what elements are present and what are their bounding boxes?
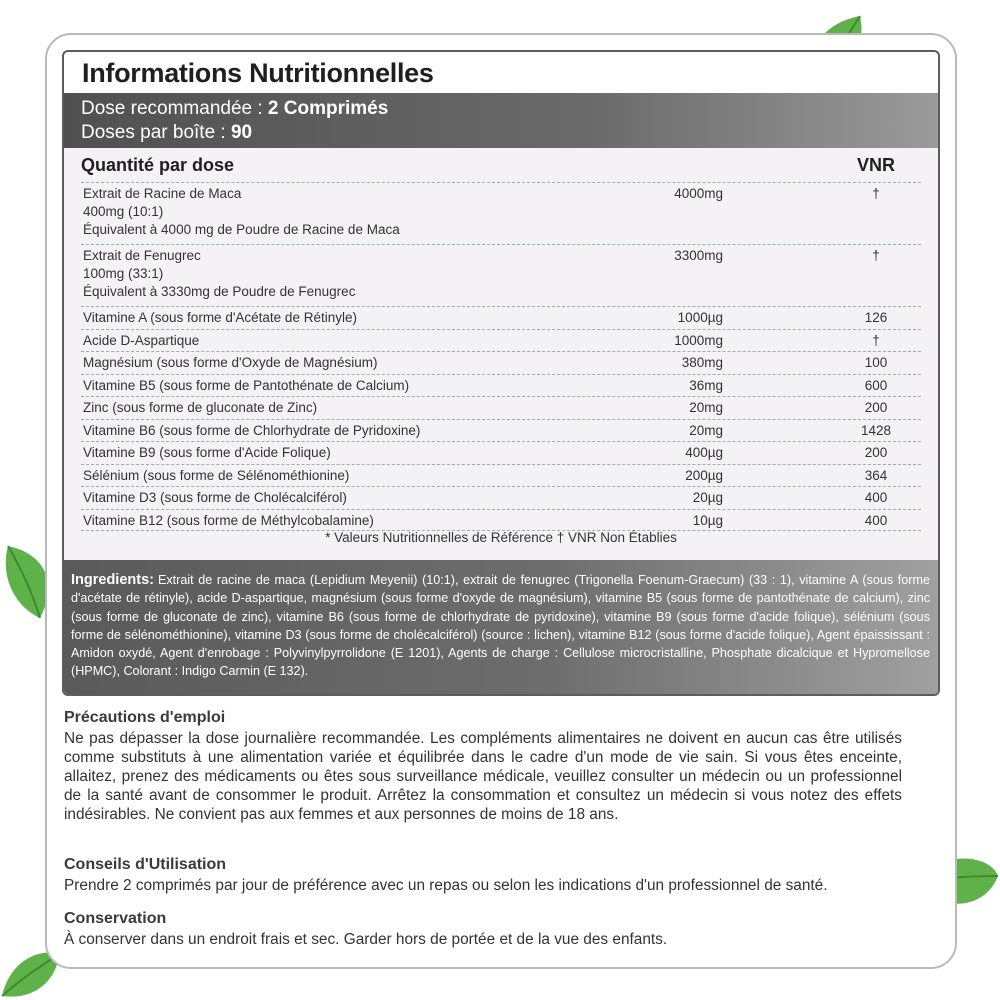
usage-title: Conseils d'Utilisation (64, 856, 227, 873)
row-vnr: 100 (864, 355, 888, 370)
doses-label: Doses par boîte : (81, 122, 231, 143)
doses-per-box (81, 121, 938, 145)
table-row (81, 464, 921, 487)
row-name: Sélénium (sous forme de Sélénométhionine) (83, 467, 350, 483)
nutrition-panel (62, 50, 940, 696)
row-vnr: † (872, 186, 880, 201)
conservation-text: À conserver dans un endroit frais et sec. Garder hors de portée et de la vue des enfants. (64, 931, 668, 948)
row-name: Acide D-Aspartique (83, 332, 200, 348)
row-vnr: 364 (864, 467, 888, 483)
conservation-title: Conservation (64, 910, 167, 927)
row-name: Vitamine D3 (sous forme de Cholécalciférol) (83, 490, 347, 505)
row-quantity: 1000mg (674, 332, 723, 348)
precautions-title: Précautions d'emploi (64, 709, 226, 726)
row-quantity: 20µg (692, 490, 723, 505)
dose-recommended (81, 97, 938, 121)
row-vnr: 200 (864, 400, 888, 415)
row-quantity: 3300mg (674, 248, 723, 263)
row-name: Magnésium (sous forme d'Oxyde de Magnésium) (83, 355, 378, 370)
nutrition-table (64, 148, 938, 560)
table-row (81, 351, 921, 374)
row-vnr: 200 (864, 445, 888, 460)
table-row (81, 509, 921, 532)
conservation-section (64, 910, 902, 949)
table-row (81, 396, 921, 419)
row-vnr: 126 (864, 310, 888, 325)
row-vnr: 600 (864, 377, 888, 393)
row-vnr: 400 (864, 490, 888, 505)
row-quantity: 200µg (685, 467, 723, 483)
row-sub: Équivalent à 4000 mg de Poudre de Racine de Maca (83, 222, 400, 237)
table-row (81, 486, 921, 509)
row-quantity: 4000mg (674, 186, 723, 201)
row-quantity: 380mg (681, 355, 723, 370)
precautions-section (64, 709, 902, 824)
usage-section (64, 856, 902, 895)
precautions-text: Ne pas dépasser la dose journalière recommandée. Les compléments alimentaires ne doivent en aucun cas être utilisés comme substituts à une alimentation variée et équilibrée dans le cadre d'un mode de vie sain. Si vous êtes enceinte, allaitez, prenez des médicaments ou êtes sous surveillance médicale, veuillez consulter un médecin ou un professionnel de la santé avant de consommer le produit. Arrêtez la consommation et consultez un médecin si vous notez des effets indésirables. Ne convient pas aux femmes et aux personnes de moins de 18 ans. (64, 730, 902, 823)
usage-text: Prendre 2 comprimés par jour de préférence avec un repas ou selon les indications d'un professionnel de santé. (64, 877, 828, 894)
table-row (81, 182, 921, 244)
table-row (81, 306, 921, 329)
vnr-footnote: * Valeurs Nutritionnelles de Référence † VNR Non Établies (325, 530, 677, 545)
ingredients-box (64, 560, 938, 696)
panel-title: Informations Nutritionnelles (82, 58, 434, 88)
row-vnr: 1428 (860, 422, 892, 438)
row-quantity: 20mg (689, 422, 723, 438)
table-row (81, 329, 921, 352)
row-name: Extrait de Fenugrec (83, 248, 201, 263)
row-name: Zinc (sous forme de gluconate de Zinc) (83, 400, 318, 415)
row-sub: 400mg (10:1) (83, 204, 164, 219)
row-name: Vitamine B6 (sous forme de Chlorhydrate de Pyridoxine) (83, 422, 421, 438)
row-quantity: 10µg (692, 512, 723, 528)
row-vnr: † (872, 332, 880, 348)
row-sub: Équivalent à 3330mg de Poudre de Fenugrec (83, 284, 356, 299)
doses-value: 90 (230, 122, 253, 143)
row-name: Vitamine B5 (sous forme de Pantothénate de Calcium) (83, 377, 410, 393)
row-name: Vitamine B9 (sous forme d'Acide Folique) (83, 445, 331, 460)
row-quantity: 1000µg (677, 310, 723, 325)
ingredients-label: Ingredients: (71, 572, 154, 588)
ingredients-text: Extrait de racine de maca (Lepidium Meyenii) (10:1), extrait de fenugrec (Trigonella Foenum-Graecum) (33 : 1), vitamine A (sous forme d'acétate de rétinyle), acide D-aspartique, magnésium (sous forme d'oxyde de magnésium), vitamine B5 (sous forme de pantothénate de calcium), zinc (sous forme de gluconate de zinc), vitamine B6 (sous forme de chlorhydrate de pyridoxine), vitamine B9 (sous forme d'acide folique), sélénium (sous forme de sélénométhionine), vitamine D3 (sous forme de cholécalciférol) (source : lichen), vitamine B12 (sous forme d'acide folique), Agent épaississant : Amidon oxydé, Agent d'enrobage : Polyvinylpyrrolidone (E 1201), Agents de charge : Cellulose microcristalline, Phosphate dicalcique et Hypromellose (HPMC), Colorant : Indigo Carmin (E 132). (71, 573, 930, 679)
table-row (81, 441, 921, 464)
table-header-vnr: VNR (857, 155, 896, 175)
table-header-quantity: Quantité par dose (81, 155, 235, 175)
dose-value: 2 Comprimés (267, 98, 389, 119)
table-row (81, 374, 921, 397)
row-name: Extrait de Racine de Maca (83, 186, 242, 201)
table-rows (81, 182, 921, 531)
dose-box (64, 93, 938, 148)
row-quantity: 400µg (685, 445, 723, 460)
row-quantity: 36mg (689, 377, 723, 393)
table-row (81, 419, 921, 442)
row-sub: 100mg (33:1) (83, 266, 164, 281)
dose-label: Dose recommandée : (81, 98, 268, 119)
table-row (81, 244, 921, 306)
row-name: Vitamine A (sous forme d'Acétate de Rétinyle) (83, 310, 357, 325)
row-vnr: † (872, 248, 880, 263)
row-quantity: 20mg (689, 400, 723, 415)
row-vnr: 400 (864, 512, 888, 528)
row-name: Vitamine B12 (sous forme de Méthylcobalamine) (83, 512, 374, 528)
